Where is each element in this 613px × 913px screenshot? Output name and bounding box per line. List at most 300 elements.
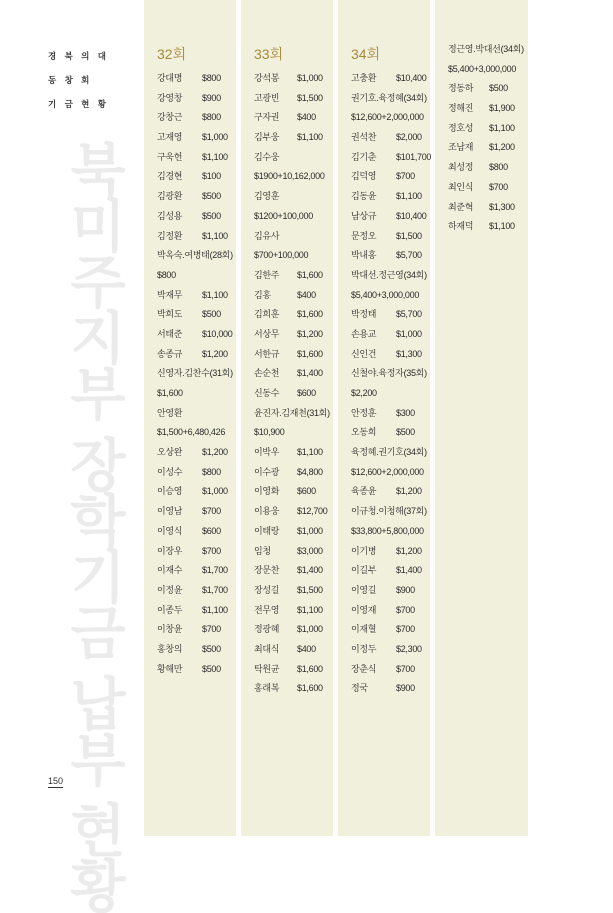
donor-name: 손용교 bbox=[351, 328, 377, 339]
list-item bbox=[254, 148, 330, 168]
donor-name: $1,500+6,480,426 bbox=[157, 427, 226, 438]
list-item bbox=[351, 207, 427, 227]
donation-amount: $1,100 bbox=[489, 122, 515, 133]
donation-amount: $700 bbox=[396, 663, 415, 674]
donor-name: 김정환 bbox=[157, 230, 183, 241]
list-item bbox=[254, 542, 330, 562]
donation-amount: $100 bbox=[202, 171, 221, 182]
column-33 bbox=[241, 0, 333, 836]
donation-amount: $400 bbox=[297, 643, 316, 654]
list-item bbox=[157, 266, 233, 286]
donation-amount: $1,000 bbox=[297, 525, 323, 536]
donation-amount: $1,300 bbox=[396, 348, 422, 359]
list-item bbox=[157, 561, 233, 581]
donor-name: 신동수 bbox=[254, 388, 280, 398]
list-item bbox=[157, 522, 233, 542]
list-item bbox=[157, 463, 233, 483]
donation-amount: $500 bbox=[202, 309, 221, 320]
list-item bbox=[254, 660, 330, 680]
donor-name: 홍래복 bbox=[254, 683, 280, 694]
donor-name: 정근영.박대선(34회) bbox=[448, 44, 524, 54]
donor-name: 구욱헌 bbox=[157, 151, 183, 162]
list-item bbox=[351, 345, 427, 365]
list-item bbox=[254, 364, 330, 384]
donation-amount: $3,000 bbox=[297, 545, 323, 556]
donation-amount: $500 bbox=[396, 427, 415, 438]
donation-amount: $500 bbox=[202, 643, 221, 654]
donor-name: 김경현 bbox=[157, 171, 183, 182]
donation-amount: $5,700 bbox=[396, 309, 422, 320]
list-item bbox=[254, 502, 330, 522]
list-item bbox=[448, 119, 524, 139]
column-34-continued bbox=[435, 0, 528, 836]
donation-amount: $1,400 bbox=[396, 565, 422, 576]
donor-name: 육정혜.권기호(34회) bbox=[351, 447, 427, 458]
donor-name: 권석찬 bbox=[351, 132, 377, 143]
donor-name: 최준혁 bbox=[448, 201, 474, 212]
donor-name: $800 bbox=[157, 269, 176, 280]
donation-amount: $5,700 bbox=[396, 250, 422, 261]
donation-amount: $1,500 bbox=[297, 92, 323, 103]
list-item bbox=[157, 640, 233, 660]
donation-amount: $1,600 bbox=[297, 663, 323, 674]
list-item bbox=[157, 581, 233, 601]
donor-name: 강창근 bbox=[157, 112, 183, 123]
donation-amount: $1,700 bbox=[202, 565, 228, 576]
donation-amount: $1,500 bbox=[396, 230, 422, 241]
list-item bbox=[254, 601, 330, 621]
donor-name: 김수웅 bbox=[254, 151, 280, 162]
donor-name: 김동윤 bbox=[351, 191, 377, 202]
donor-name: 서한규 bbox=[254, 348, 280, 359]
list-item bbox=[351, 522, 427, 542]
donor-name: 김한주 bbox=[254, 269, 280, 280]
donor-name: 이수광 bbox=[254, 466, 280, 477]
list-item bbox=[157, 443, 233, 463]
donation-amount: $1,100 bbox=[396, 191, 422, 202]
title-line: 동 창 회 bbox=[48, 75, 93, 85]
donor-name: 임청 bbox=[254, 545, 271, 556]
list-item bbox=[254, 266, 330, 286]
donation-amount: $600 bbox=[297, 388, 316, 398]
list-item bbox=[448, 198, 524, 218]
list-item bbox=[254, 620, 330, 640]
donation-amount: $700 bbox=[396, 604, 415, 615]
list-item bbox=[254, 69, 330, 89]
list-item bbox=[351, 542, 427, 562]
list-item bbox=[157, 128, 233, 148]
list-item bbox=[254, 482, 330, 502]
list-item bbox=[351, 679, 427, 699]
donor-name: 김광환 bbox=[157, 191, 183, 202]
donation-amount: $1,000 bbox=[202, 486, 228, 497]
donor-name: 강석봉 bbox=[254, 73, 280, 83]
donation-amount: $900 bbox=[396, 584, 415, 595]
list-item bbox=[157, 502, 233, 522]
donor-name: 최대식 bbox=[254, 643, 280, 654]
donor-name: 이길부 bbox=[351, 565, 377, 576]
donation-amount: $1,200 bbox=[297, 328, 323, 339]
donor-name: 문정오 bbox=[351, 230, 377, 241]
donor-name: 이성수 bbox=[157, 466, 183, 477]
column-34 bbox=[338, 0, 430, 836]
donor-name: 정국 bbox=[351, 683, 368, 694]
donor-name: 박정태 bbox=[351, 309, 377, 320]
list-item bbox=[351, 108, 427, 128]
list-item bbox=[351, 423, 427, 443]
donation-amount: $12,700 bbox=[297, 506, 328, 517]
donor-name: 강영창 bbox=[157, 92, 183, 103]
donor-name: 이영화 bbox=[254, 486, 280, 497]
donation-amount: $1,400 bbox=[297, 565, 323, 576]
list-item bbox=[351, 660, 427, 680]
donation-amount: $300 bbox=[396, 407, 415, 418]
list-item bbox=[157, 620, 233, 640]
donation-amount: $1,100 bbox=[489, 221, 515, 232]
page-title-block bbox=[48, 44, 128, 116]
list-item bbox=[254, 227, 330, 247]
donation-amount: $700 bbox=[202, 545, 221, 556]
column-heading: 34회 bbox=[351, 46, 381, 62]
donation-amount: $1,100 bbox=[202, 604, 228, 615]
donor-name: 고광빈 bbox=[254, 92, 280, 103]
list-item bbox=[351, 443, 427, 463]
list-item bbox=[157, 384, 233, 404]
donor-name: 안영환 bbox=[157, 407, 183, 418]
donation-amount: $500 bbox=[202, 191, 221, 202]
list-item bbox=[254, 246, 330, 266]
list-item bbox=[157, 542, 233, 562]
list-item bbox=[448, 217, 524, 237]
donor-name: 박대선.정근영(34회) bbox=[351, 269, 427, 280]
donation-amount: $900 bbox=[202, 92, 221, 103]
donor-name: 최성정 bbox=[448, 162, 474, 173]
donor-name: $2,200 bbox=[351, 388, 377, 398]
donation-amount: $1,000 bbox=[297, 624, 323, 635]
donor-name: $12,600+2,000,000 bbox=[351, 466, 424, 477]
donation-amount: $1,100 bbox=[202, 151, 228, 162]
donor-name: 김부웅 bbox=[254, 132, 280, 143]
list-item bbox=[254, 522, 330, 542]
donation-amount: $1,200 bbox=[396, 486, 422, 497]
donor-name: 홍창의 bbox=[157, 643, 183, 654]
list-item bbox=[254, 404, 330, 424]
donation-amount: $101,700 bbox=[396, 151, 432, 162]
donor-name: 윤진자.김재천(31회) bbox=[254, 407, 330, 418]
donation-amount: $800 bbox=[202, 466, 221, 477]
column-heading: 32회 bbox=[157, 46, 187, 62]
donor-name: 탁원균 bbox=[254, 663, 280, 674]
list-item bbox=[254, 128, 330, 148]
donor-name: 송종규 bbox=[157, 348, 183, 359]
list-item bbox=[351, 581, 427, 601]
list-item bbox=[351, 463, 427, 483]
list-item bbox=[157, 325, 233, 345]
donor-name: 장성길 bbox=[254, 584, 280, 595]
donation-amount: $1,100 bbox=[297, 132, 323, 143]
donation-amount: $1,400 bbox=[297, 368, 323, 379]
donor-name: 황해만 bbox=[157, 663, 183, 674]
donation-amount: $400 bbox=[297, 112, 316, 123]
donor-name: 이재혈 bbox=[351, 624, 377, 635]
list-item bbox=[157, 404, 233, 424]
donor-name: $12,600+2,000,000 bbox=[351, 112, 424, 123]
donation-amount: $1,200 bbox=[396, 545, 422, 556]
list-item bbox=[157, 423, 233, 443]
list-item bbox=[351, 305, 427, 325]
donor-name: 박내홍 bbox=[351, 250, 377, 261]
list-item bbox=[254, 581, 330, 601]
donation-amount: $1,100 bbox=[202, 230, 228, 241]
donation-amount: $800 bbox=[202, 112, 221, 123]
list-item bbox=[351, 502, 427, 522]
donor-name: 정해진 bbox=[448, 103, 474, 114]
list-item bbox=[448, 138, 524, 158]
list-item bbox=[157, 167, 233, 187]
donor-name: 이영남 bbox=[157, 506, 183, 517]
donation-amount: $2,000 bbox=[396, 132, 422, 143]
donation-amount: $800 bbox=[202, 73, 221, 83]
donor-name: 김영훈 bbox=[254, 191, 280, 202]
list-item bbox=[254, 108, 330, 128]
donor-name: 구자권 bbox=[254, 112, 280, 123]
list-item bbox=[351, 246, 427, 266]
donation-amount: $1,000 bbox=[202, 132, 228, 143]
donor-name: 최인식 bbox=[448, 181, 474, 192]
title-line: 기 금 현 황 bbox=[48, 99, 109, 109]
column-32 bbox=[144, 0, 236, 836]
list-item bbox=[448, 79, 524, 99]
list-item bbox=[351, 266, 427, 286]
donation-amount: $1,600 bbox=[297, 309, 323, 320]
donor-name: 박재무 bbox=[157, 289, 183, 300]
list-item bbox=[157, 69, 233, 89]
donation-amount: $2,300 bbox=[396, 643, 422, 654]
donation-amount: $600 bbox=[202, 525, 221, 536]
list-item bbox=[254, 561, 330, 581]
list-item bbox=[157, 246, 233, 266]
donation-amount: $900 bbox=[396, 683, 415, 694]
donation-amount: $1,100 bbox=[297, 604, 323, 615]
donor-name: 오동희 bbox=[351, 427, 377, 438]
list-item bbox=[254, 345, 330, 365]
list-item bbox=[448, 99, 524, 119]
donor-name: 김홍 bbox=[254, 289, 271, 300]
list-item bbox=[448, 178, 524, 198]
donation-amount: $1,600 bbox=[297, 683, 323, 694]
donor-name: 이정윤 bbox=[157, 584, 183, 595]
list-item bbox=[254, 207, 330, 227]
list-item bbox=[351, 364, 427, 384]
donation-amount: $1,000 bbox=[297, 73, 323, 83]
list-item bbox=[157, 482, 233, 502]
donation-amount: $1,700 bbox=[202, 584, 228, 595]
donation-amount: $1,000 bbox=[396, 328, 422, 339]
donor-name: 신철야.육정자(35회) bbox=[351, 368, 427, 379]
donor-name: 권기호.육정혜(34회) bbox=[351, 92, 427, 103]
donor-name: 안정훈 bbox=[351, 407, 377, 418]
list-item bbox=[351, 148, 432, 168]
donor-name: 이박우 bbox=[254, 447, 280, 458]
donation-amount: $500 bbox=[202, 210, 221, 221]
donor-name: 김성용 bbox=[157, 210, 183, 221]
donor-name: 강대명 bbox=[157, 73, 183, 83]
list-item bbox=[157, 345, 233, 365]
list-item bbox=[351, 404, 427, 424]
donation-amount: $700 bbox=[489, 181, 508, 192]
donor-name: 정동하 bbox=[448, 83, 474, 94]
list-item bbox=[351, 89, 427, 109]
donor-name: 오상완 bbox=[157, 447, 183, 458]
donor-name: 김유사 bbox=[254, 230, 280, 241]
donor-name: 이승영 bbox=[157, 486, 183, 497]
donor-name: 이영재 bbox=[351, 604, 377, 615]
list-item bbox=[351, 482, 427, 502]
list-item bbox=[254, 443, 330, 463]
donation-amount: $700 bbox=[202, 506, 221, 517]
list-item bbox=[157, 207, 233, 227]
donor-name: 신인건 bbox=[351, 348, 377, 359]
list-item bbox=[157, 89, 233, 109]
donation-amount: $1,200 bbox=[202, 447, 228, 458]
list-item bbox=[448, 60, 524, 80]
donor-name: $700+100,000 bbox=[254, 250, 309, 261]
donation-amount: $600 bbox=[297, 486, 316, 497]
donor-name: 김기춘 bbox=[351, 151, 377, 162]
list-item bbox=[448, 158, 524, 178]
donation-amount: $10,400 bbox=[396, 210, 427, 221]
donor-name: $33,800+5,800,000 bbox=[351, 525, 424, 536]
list-item bbox=[351, 187, 427, 207]
list-item bbox=[351, 286, 427, 306]
list-item bbox=[351, 128, 427, 148]
column-heading: 33회 bbox=[254, 46, 284, 62]
donor-name: 서상무 bbox=[254, 328, 280, 339]
list-item bbox=[157, 364, 233, 384]
donation-amount: $800 bbox=[489, 162, 508, 173]
list-item bbox=[157, 601, 233, 621]
donor-name: $5,400+3,000,000 bbox=[351, 289, 420, 300]
donor-name: 이종두 bbox=[157, 604, 183, 615]
donor-name: $1,600 bbox=[157, 388, 183, 398]
list-item bbox=[157, 286, 233, 306]
donor-name: 이영식 bbox=[157, 525, 183, 536]
donation-amount: $10,000 bbox=[202, 328, 233, 339]
donation-amount: $10,400 bbox=[396, 73, 427, 83]
list-item bbox=[351, 167, 427, 187]
donor-name: 남상규 bbox=[351, 210, 377, 221]
list-item bbox=[254, 187, 330, 207]
list-item bbox=[254, 679, 330, 699]
donor-name: 김덕영 bbox=[351, 171, 377, 182]
donor-name: 이장우 bbox=[157, 545, 183, 556]
list-item bbox=[351, 620, 427, 640]
list-item bbox=[351, 384, 427, 404]
donor-name: 이재수 bbox=[157, 565, 183, 576]
donor-name: $5,400+3,000,000 bbox=[448, 63, 517, 74]
donation-amount: $1,300 bbox=[489, 201, 515, 212]
donor-name: 하재덕 bbox=[448, 221, 474, 232]
list-item bbox=[254, 384, 330, 404]
list-item bbox=[254, 640, 330, 660]
donor-name: 이태랑 bbox=[254, 525, 280, 536]
donor-name: 조남재 bbox=[448, 142, 474, 153]
donor-name: 이규청.이청해(37회) bbox=[351, 506, 427, 517]
donor-name: $10,900 bbox=[254, 427, 285, 438]
list-item bbox=[351, 601, 427, 621]
donor-name: 정광혜 bbox=[254, 624, 280, 635]
donor-name: 이용웅 bbox=[254, 506, 280, 517]
donation-amount: $1,100 bbox=[297, 447, 323, 458]
list-item bbox=[254, 167, 330, 187]
donation-amount: $400 bbox=[297, 289, 316, 300]
donation-amount: $1,200 bbox=[489, 142, 515, 153]
donation-amount: $700 bbox=[396, 171, 415, 182]
donor-name: 육종윤 bbox=[351, 486, 377, 497]
list-item bbox=[448, 40, 524, 60]
vertical-watermark-title: 북미주지부 장학기금 납부 현황 bbox=[61, 140, 125, 913]
donation-amount: $1,200 bbox=[202, 348, 228, 359]
list-item bbox=[157, 305, 233, 325]
list-item bbox=[254, 89, 330, 109]
donor-name: 장문찬 bbox=[254, 565, 280, 576]
donor-name: 김희훈 bbox=[254, 309, 280, 320]
donation-amount: $500 bbox=[202, 663, 221, 674]
donation-amount: $500 bbox=[489, 83, 508, 94]
donor-name: 고충환 bbox=[351, 73, 377, 83]
list-item bbox=[254, 423, 330, 443]
donation-amount: $4,800 bbox=[297, 466, 323, 477]
donor-name: $1200+100,000 bbox=[254, 210, 313, 221]
donor-name: $1900+10,162,000 bbox=[254, 171, 325, 182]
list-item bbox=[254, 305, 330, 325]
donor-name: 신영자.김찬수(31회) bbox=[157, 368, 233, 379]
page-number: 150 bbox=[48, 776, 64, 786]
list-item bbox=[254, 325, 330, 345]
donation-amount: $1,600 bbox=[297, 348, 323, 359]
list-item bbox=[351, 561, 427, 581]
donation-amount: $1,100 bbox=[202, 289, 228, 300]
list-item bbox=[157, 227, 233, 247]
donation-amount: $1,500 bbox=[297, 584, 323, 595]
donor-name: 박옥숙.여병태(28회) bbox=[157, 250, 233, 261]
list-item bbox=[351, 640, 427, 660]
donor-name: 이영길 bbox=[351, 584, 377, 595]
donor-name: 손순천 bbox=[254, 368, 280, 379]
list-item bbox=[351, 69, 427, 89]
donation-amount: $1,900 bbox=[489, 103, 515, 114]
list-item bbox=[254, 286, 330, 306]
donation-amount: $700 bbox=[202, 624, 221, 635]
donor-name: 정호성 bbox=[448, 122, 474, 133]
donor-name: 전무영 bbox=[254, 604, 280, 615]
list-item bbox=[254, 463, 330, 483]
list-item bbox=[351, 227, 427, 247]
donor-name: 이기병 bbox=[351, 545, 377, 556]
list-item bbox=[157, 108, 233, 128]
donation-amount: $1,600 bbox=[297, 269, 323, 280]
donor-name: 장춘식 bbox=[351, 663, 377, 674]
donor-name: 서태준 bbox=[157, 328, 183, 339]
list-item bbox=[351, 325, 427, 345]
donor-name: 이정두 bbox=[351, 643, 377, 654]
donation-amount: $700 bbox=[396, 624, 415, 635]
donor-name: 이창윤 bbox=[157, 624, 183, 635]
title-line: 경 북 의 대 bbox=[48, 51, 109, 61]
list-item bbox=[157, 148, 233, 168]
donor-name: 박희도 bbox=[157, 309, 183, 320]
donor-name: 고재영 bbox=[157, 132, 183, 143]
